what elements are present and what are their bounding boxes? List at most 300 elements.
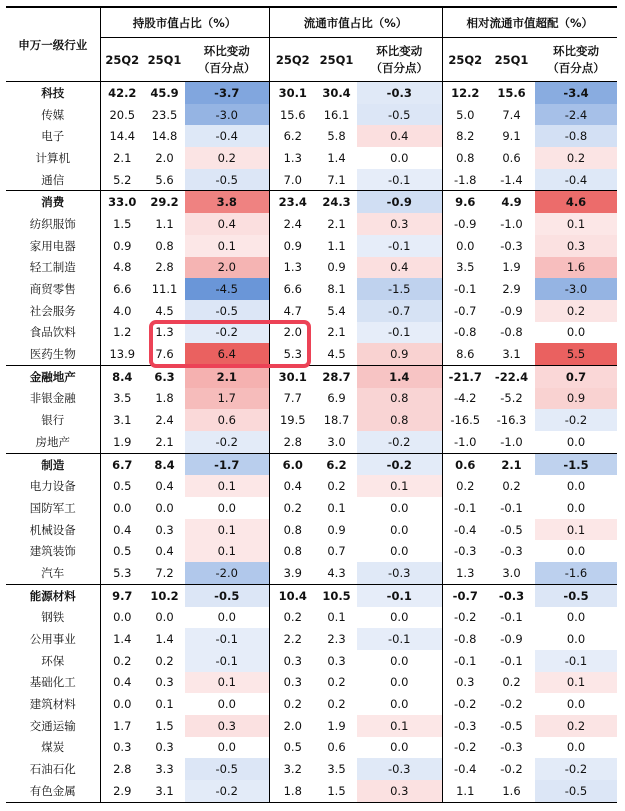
cell-overweight-25q1: -0.1 (500, 500, 523, 515)
table-row (6, 672, 617, 694)
cell-float-25q1: 30.4 (322, 85, 351, 100)
cell-overweight-25q2: 0.0 (442, 235, 488, 257)
group-header-holding-share: 持股市值占比（%） (100, 7, 269, 38)
cell-holding-change: -3.0 (185, 104, 269, 126)
group-row (6, 191, 617, 213)
cell-holding-change: -0.5 (185, 169, 269, 191)
cell-float-25q1: 8.1 (327, 282, 346, 297)
cell-overweight-25q1: 7.4 (502, 107, 521, 122)
cell-overweight-change: -0.8 (535, 125, 617, 147)
cell-holding-25q2: 2.1 (100, 147, 144, 169)
cell-float-25q1: 0.1 (327, 610, 346, 625)
cell-holding-25q1: 1.8 (155, 391, 174, 406)
industry-name: 轻工制造 (29, 260, 76, 275)
cell-overweight-change: 0.3 (535, 235, 617, 257)
cell-float-25q1: 2.1 (327, 216, 346, 231)
cell-overweight-25q1: -0.5 (500, 522, 523, 537)
industry-name: 机械设备 (29, 522, 76, 537)
cell-float-change: 0.4 (357, 257, 442, 279)
cell-holding-change: -4.5 (185, 278, 269, 300)
cell-holding-change: 6.4 (185, 343, 269, 365)
cell-holding-change: -0.2 (185, 780, 269, 802)
cell-holding-change: 0.6 (185, 409, 269, 431)
cell-overweight-change: -2.4 (535, 104, 617, 126)
cell-overweight-change: 5.5 (535, 343, 617, 365)
industry-name: 电力设备 (29, 479, 76, 494)
table-row (6, 758, 617, 780)
cell-float-change: -0.1 (357, 584, 442, 606)
cell-float-25q1: 0.9 (327, 522, 346, 537)
cell-overweight-change: -0.2 (535, 409, 617, 431)
cell-overweight-change: 0.0 (566, 500, 586, 515)
cell-overweight-25q1: 0.2 (502, 675, 521, 690)
cell-float-25q2: 0.2 (269, 693, 316, 715)
cell-overweight-25q1: 9.1 (502, 129, 521, 144)
cell-holding-25q2: 0.2 (100, 650, 144, 672)
cell-float-25q2: 0.2 (269, 607, 316, 629)
group-row (6, 584, 617, 606)
cell-float-25q1: 0.6 (327, 740, 346, 755)
cell-overweight-25q2: 0.6 (442, 453, 488, 475)
cell-holding-25q2: 9.7 (100, 584, 144, 606)
group-name: 能源材料 (6, 584, 100, 606)
cell-float-25q2: 1.3 (269, 257, 316, 279)
cell-float-change: 0.8 (357, 409, 442, 431)
subheader-25q2: 25Q2 (442, 38, 488, 82)
cell-holding-25q1: 5.6 (155, 172, 174, 187)
industry-name: 通信 (41, 172, 65, 187)
subheader-25q1: 25Q1 (316, 38, 357, 82)
cell-holding-change: 3.8 (185, 191, 269, 213)
table-row (6, 650, 617, 672)
cell-overweight-25q2: 1.3 (442, 562, 488, 584)
cell-float-25q1: 6.2 (316, 453, 357, 475)
cell-holding-change: 0.2 (185, 147, 269, 169)
cell-holding-change: -0.2 (185, 322, 269, 344)
cell-float-25q1: 4.3 (327, 565, 346, 580)
cell-overweight-25q2: 0.3 (442, 672, 488, 694)
table-row (6, 278, 617, 300)
cell-float-25q1: 28.7 (316, 365, 357, 387)
cell-holding-change: -0.1 (185, 628, 269, 650)
industry-name: 公用事业 (29, 632, 76, 647)
industry-name: 基础化工 (29, 675, 76, 690)
cell-overweight-25q2: -16.5 (442, 409, 488, 431)
cell-overweight-25q2: 1.1 (442, 780, 488, 802)
cell-float-change: -0.2 (357, 453, 442, 475)
cell-float-25q2: 6.0 (269, 453, 316, 475)
subheader-qoq-change: 环比变动 （百分点） (535, 38, 617, 82)
cell-holding-25q2: 3.5 (100, 388, 144, 410)
table-row (6, 388, 617, 410)
industry-name: 商贸零售 (29, 282, 76, 297)
cell-overweight-25q2: 5.0 (442, 104, 488, 126)
cell-overweight-25q1: 3.1 (502, 347, 521, 362)
table-body (6, 82, 617, 803)
industry-name: 社会服务 (29, 303, 76, 318)
cell-float-25q1: 0.3 (327, 653, 346, 668)
cell-float-25q2: 0.3 (269, 650, 316, 672)
cell-holding-25q2: 0.4 (100, 672, 144, 694)
cell-float-25q1: 24.3 (316, 191, 357, 213)
cell-holding-25q2: 33.0 (100, 191, 144, 213)
cell-overweight-25q2: -0.7 (442, 300, 488, 322)
cell-float-25q2: 0.2 (269, 497, 316, 519)
cell-float-25q1: 10.5 (316, 584, 357, 606)
table-row (6, 343, 617, 365)
industry-name: 非银金融 (29, 391, 76, 406)
cell-holding-25q1: 0.4 (155, 479, 174, 494)
cell-float-25q1: 2.3 (327, 632, 346, 647)
cell-holding-25q1: 3.3 (155, 762, 174, 777)
cell-overweight-change: 1.6 (535, 257, 617, 279)
cell-float-25q2: 0.9 (269, 235, 316, 257)
cell-overweight-25q2: -0.4 (442, 758, 488, 780)
cell-overweight-change: -0.4 (535, 169, 617, 191)
table-row (6, 300, 617, 322)
cell-holding-25q1: 0.3 (155, 740, 174, 755)
cell-holding-25q2: 20.5 (100, 104, 144, 126)
cell-holding-25q2: 1.7 (100, 715, 144, 737)
cell-holding-change: -3.7 (185, 82, 269, 104)
cell-float-change: 0.1 (357, 475, 442, 497)
cell-float-change: -0.3 (357, 758, 442, 780)
cell-holding-25q2: 0.3 (100, 737, 144, 759)
cell-float-change: -0.5 (357, 104, 442, 126)
cell-float-25q1: 6.9 (327, 391, 346, 406)
cell-overweight-change: 0.0 (566, 610, 586, 625)
table-row (6, 715, 617, 737)
cell-float-change: -1.5 (357, 278, 442, 300)
cell-holding-25q1: 11.1 (151, 282, 178, 297)
cell-float-25q1: 16.1 (323, 107, 350, 122)
cell-overweight-25q2: -0.4 (442, 519, 488, 541)
cell-holding-change: 0.4 (185, 213, 269, 235)
cell-holding-25q2: 0.5 (100, 540, 144, 562)
cell-float-25q2: 1.8 (269, 780, 316, 802)
cell-overweight-25q2: -0.3 (442, 540, 488, 562)
group-row (6, 453, 617, 475)
cell-overweight-25q1: 15.6 (497, 85, 526, 100)
cell-float-25q2: 6.6 (269, 278, 316, 300)
cell-overweight-25q1: -0.1 (500, 653, 523, 668)
cell-overweight-25q1: -0.3 (500, 544, 523, 559)
cell-float-25q1: 4.5 (327, 347, 346, 362)
group-row (6, 365, 617, 387)
cell-overweight-25q2: 8.2 (442, 125, 488, 147)
cell-float-change: -0.7 (357, 300, 442, 322)
cell-float-change: -0.2 (357, 431, 442, 453)
cell-float-25q1: 0.2 (327, 675, 346, 690)
cell-float-25q2: 10.4 (269, 584, 316, 606)
cell-holding-25q1: 8.4 (144, 453, 185, 475)
cell-float-25q2: 6.2 (269, 125, 316, 147)
cell-overweight-change: -1.6 (535, 562, 617, 584)
cell-float-change: 0.9 (357, 343, 442, 365)
cell-overweight-25q1: 1.9 (502, 260, 521, 275)
cell-overweight-change: -1.5 (535, 453, 617, 475)
cell-holding-25q2: 14.4 (100, 125, 144, 147)
cell-float-25q1: 5.4 (327, 303, 346, 318)
cell-overweight-change: -3.0 (535, 278, 617, 300)
cell-float-change: 0.3 (357, 213, 442, 235)
cell-overweight-25q1: -0.9 (500, 632, 523, 647)
cell-holding-change: 0.1 (185, 475, 269, 497)
cell-overweight-25q2: -0.8 (442, 322, 488, 344)
cell-holding-25q2: 0.5 (100, 475, 144, 497)
cell-holding-change: -2.0 (185, 562, 269, 584)
cell-float-25q2: 30.1 (269, 365, 316, 387)
subheader-qoq-change: 环比变动 （百分点） (185, 38, 269, 82)
cell-holding-25q1: 1.1 (155, 216, 174, 231)
cell-overweight-change: -3.4 (535, 82, 617, 104)
cell-overweight-25q2: -0.2 (442, 607, 488, 629)
subheader-qoq-change: 环比变动 （百分点） (357, 38, 442, 82)
cell-float-25q2: 1.3 (269, 147, 316, 169)
cell-float-25q2: 0.8 (269, 540, 316, 562)
cell-float-25q2: 5.3 (269, 343, 316, 365)
table-row (6, 475, 617, 497)
cell-overweight-25q1: -16.3 (496, 413, 527, 428)
table-row (6, 431, 617, 453)
cell-overweight-25q2: -0.7 (442, 584, 488, 606)
cell-overweight-25q2: -1.0 (442, 431, 488, 453)
cell-holding-25q2: 1.4 (100, 628, 144, 650)
cell-float-change: 0.0 (390, 740, 409, 755)
table-row (6, 125, 617, 147)
industry-name: 建筑装饰 (29, 544, 76, 559)
cell-holding-change: 0.0 (217, 697, 236, 712)
industry-name: 纺织服饰 (29, 216, 76, 231)
cell-overweight-25q2: 12.2 (442, 82, 488, 104)
cell-holding-change: 0.1 (185, 235, 269, 257)
cell-overweight-25q1: -0.2 (500, 762, 523, 777)
table-row (6, 147, 617, 169)
cell-holding-25q1: 1.4 (155, 632, 174, 647)
cell-float-25q1: 0.2 (327, 479, 346, 494)
cell-overweight-25q1: -5.2 (500, 391, 523, 406)
cell-float-25q1: 2.1 (327, 325, 346, 340)
cell-holding-25q1: 3.1 (144, 780, 185, 802)
cell-holding-25q2: 2.8 (100, 758, 144, 780)
cell-holding-25q1: 0.3 (155, 522, 174, 537)
cell-holding-25q1: 0.1 (155, 697, 174, 712)
cell-holding-25q1: 2.0 (155, 150, 174, 165)
cell-holding-change: -0.5 (185, 758, 269, 780)
cell-float-25q2: 23.4 (269, 191, 316, 213)
cell-holding-25q1: 0.3 (155, 675, 174, 690)
cell-float-change: 0.0 (390, 544, 409, 559)
cell-overweight-change: 0.7 (535, 365, 617, 387)
cell-overweight-25q2: -0.3 (442, 715, 488, 737)
cell-overweight-change: -0.5 (535, 780, 617, 802)
cell-overweight-change: -0.5 (535, 584, 617, 606)
cell-overweight-25q2: 3.5 (442, 257, 488, 279)
cell-float-25q2: 3.2 (269, 758, 316, 780)
cell-overweight-25q1: -0.3 (500, 740, 523, 755)
cell-holding-25q2: 1.2 (100, 322, 144, 344)
table-row (6, 628, 617, 650)
cell-overweight-change: 0.0 (566, 632, 586, 647)
cell-float-25q1: 3.0 (327, 434, 346, 449)
cell-overweight-25q2: -0.9 (442, 213, 488, 235)
cell-holding-change: 0.1 (185, 540, 269, 562)
cell-float-change: -0.1 (357, 235, 442, 257)
cell-holding-25q2: 0.4 (100, 519, 144, 541)
cell-float-25q2: 0.5 (269, 737, 316, 759)
cell-float-25q2: 4.7 (269, 300, 316, 322)
cell-float-25q1: 1.4 (327, 150, 346, 165)
cell-overweight-25q1: 0.2 (502, 479, 521, 494)
cell-holding-25q2: 4.8 (100, 257, 144, 279)
cell-overweight-change: 0.0 (566, 479, 586, 494)
cell-overweight-change: 0.2 (535, 300, 617, 322)
cell-float-25q2: 19.5 (269, 409, 316, 431)
cell-float-25q1: 3.5 (327, 762, 346, 777)
industry-name: 计算机 (35, 150, 70, 165)
cell-holding-25q1: 14.8 (151, 129, 178, 144)
table-row (6, 104, 617, 126)
cell-float-25q2: 2.2 (269, 628, 316, 650)
cell-float-25q2: 7.7 (269, 388, 316, 410)
subheader-25q1: 25Q1 (144, 38, 185, 82)
cell-holding-25q1: 2.4 (155, 413, 174, 428)
table-row (6, 562, 617, 584)
industry-name: 钢铁 (41, 610, 65, 625)
holdings-table (6, 6, 617, 803)
group-name: 制造 (6, 453, 100, 475)
cell-float-25q2: 0.3 (269, 672, 316, 694)
cell-holding-25q1: 7.6 (155, 347, 174, 362)
cell-overweight-25q1: 0.6 (502, 150, 521, 165)
industry-name: 传媒 (41, 107, 65, 122)
cell-holding-change: 0.1 (185, 519, 269, 541)
cell-overweight-25q1: -0.9 (500, 303, 523, 318)
cell-overweight-25q2: -0.2 (442, 737, 488, 759)
group-row (6, 82, 617, 104)
cell-float-change: 0.1 (357, 715, 442, 737)
table-row (6, 780, 617, 802)
cell-holding-25q2: 13.9 (100, 343, 144, 365)
table-row (6, 409, 617, 431)
cell-holding-change: 2.1 (185, 365, 269, 387)
cell-holding-change: 0.0 (217, 740, 236, 755)
cell-holding-25q1: 4.5 (155, 303, 174, 318)
industry-name: 家用电器 (29, 238, 76, 253)
table-row (6, 693, 617, 715)
cell-float-change: 0.0 (390, 500, 409, 515)
header-row-groups (6, 7, 617, 38)
cell-float-change: 1.4 (357, 365, 442, 387)
cell-float-25q1: 1.5 (316, 780, 357, 802)
industry-name: 房地产 (35, 434, 70, 449)
cell-holding-change: -0.5 (185, 584, 269, 606)
cell-overweight-25q1: -1.0 (500, 434, 523, 449)
cell-overweight-change: 0.0 (566, 325, 586, 340)
cell-holding-change: 2.0 (185, 257, 269, 279)
table-row (6, 213, 617, 235)
cell-holding-25q2: 8.4 (100, 365, 144, 387)
industry-name: 有色金属 (6, 780, 100, 802)
cell-holding-25q2: 2.9 (100, 780, 144, 802)
cell-float-change: 0.0 (390, 653, 409, 668)
cell-holding-25q2: 5.2 (100, 169, 144, 191)
cell-overweight-25q2: 0.8 (442, 147, 488, 169)
cell-overweight-change: 0.1 (535, 672, 617, 694)
cell-holding-25q2: 5.3 (100, 562, 144, 584)
cell-float-25q2: 0.4 (269, 475, 316, 497)
cell-float-change: 0.0 (390, 150, 409, 165)
cell-float-25q2: 2.4 (269, 213, 316, 235)
cell-overweight-change: 0.1 (535, 213, 617, 235)
cell-overweight-25q2: -0.1 (442, 497, 488, 519)
cell-overweight-25q2: -0.2 (442, 693, 488, 715)
cell-holding-25q2: 6.6 (100, 278, 144, 300)
cell-holding-25q2: 0.0 (100, 497, 144, 519)
cell-float-25q2: 2.0 (269, 715, 316, 737)
cell-float-change: -0.1 (357, 628, 442, 650)
subheader-25q2: 25Q2 (269, 38, 316, 82)
cell-float-25q1: 0.1 (327, 500, 346, 515)
cell-overweight-change: -0.1 (535, 650, 617, 672)
cell-float-change: 0.4 (357, 125, 442, 147)
cell-holding-25q1: 1.3 (155, 325, 174, 340)
cell-holding-change: 0.0 (217, 610, 236, 625)
cell-float-25q1: 0.9 (327, 260, 346, 275)
cell-overweight-25q1: -1.4 (500, 172, 523, 187)
table-row (6, 169, 617, 191)
table-row (6, 322, 617, 344)
table-row (6, 737, 617, 759)
cell-holding-change: 0.1 (185, 672, 269, 694)
cell-holding-change: 1.7 (185, 388, 269, 410)
table-row (6, 497, 617, 519)
cell-holding-25q1: 0.8 (155, 238, 174, 253)
cell-overweight-25q1: -0.5 (500, 718, 523, 733)
cell-float-change: -0.9 (357, 191, 442, 213)
cell-overweight-change: 0.9 (535, 388, 617, 410)
cell-float-25q1: 1.1 (327, 238, 346, 253)
cell-float-25q1: 0.7 (327, 544, 346, 559)
cell-float-change: -0.1 (357, 169, 442, 191)
cell-float-25q1: 0.2 (327, 697, 346, 712)
cell-overweight-25q1: -1.0 (500, 216, 523, 231)
industry-name: 食品饮料 (29, 325, 76, 340)
cell-holding-25q1: 2.1 (155, 434, 174, 449)
cell-holding-25q1: 10.2 (144, 584, 185, 606)
cell-overweight-25q2: 9.6 (442, 191, 488, 213)
industry-name: 国防军工 (29, 500, 76, 515)
cell-float-change: 0.0 (390, 610, 409, 625)
table-row (6, 235, 617, 257)
cell-float-change: -0.1 (357, 322, 442, 344)
cell-holding-change: 0.3 (185, 715, 269, 737)
cell-holding-change: -0.2 (185, 431, 269, 453)
cell-holding-change: -0.4 (185, 125, 269, 147)
cell-holding-25q2: 3.1 (100, 409, 144, 431)
cell-holding-25q2: 0.9 (100, 235, 144, 257)
cell-overweight-25q1: 2.1 (488, 453, 535, 475)
cell-holding-25q2: 0.0 (100, 607, 144, 629)
cell-float-25q1: 7.1 (327, 172, 346, 187)
group-header-float-share: 流通市值占比（%） (269, 7, 442, 38)
cell-overweight-change: 0.0 (566, 697, 586, 712)
cell-float-25q2: 7.0 (269, 169, 316, 191)
cell-overweight-change: -0.2 (535, 758, 617, 780)
cell-float-change: 0.0 (390, 675, 409, 690)
cell-holding-change: 0.0 (217, 500, 236, 515)
cell-overweight-25q1: 2.9 (502, 282, 521, 297)
